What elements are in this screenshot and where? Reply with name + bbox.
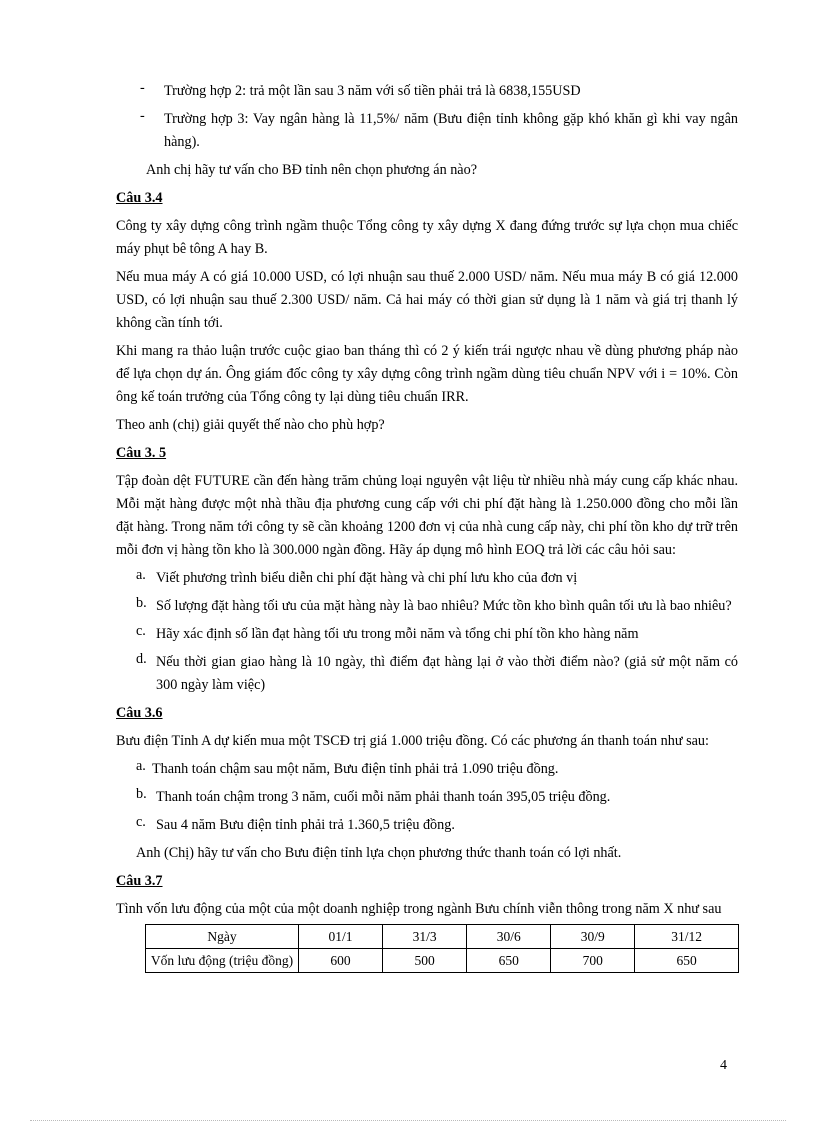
question-3-4-title: Câu 3.4 [116, 190, 163, 206]
item-label: c. [136, 623, 146, 639]
table-header-cell: 01/1 [299, 925, 383, 949]
q34-paragraph-4: Theo anh (chị) giải quyết thế nào cho phù hợp? [116, 417, 385, 433]
bullet-mark: - [140, 108, 145, 124]
table-header-cell: 31/12 [635, 925, 739, 949]
working-capital-table [145, 924, 739, 973]
bullet-mark: - [140, 80, 145, 96]
item-label: a. [136, 567, 146, 583]
item-text: Sau 4 năm Bưu điện tỉnh phải trả 1.360,5 triệu đồng. [156, 817, 455, 833]
q36-paragraph-2: Anh (Chị) hãy tư vấn cho Bưu điện tỉnh lựa chọn phương thức thanh toán có lợi nhất. [136, 845, 622, 861]
item-text: Số lượng đặt hàng tối ưu của mặt hàng này là bao nhiêu? Mức tồn kho bình quân tối ưu là bao nhiêu? [156, 598, 732, 614]
q34-paragraph-3: Khi mang ra thảo luận trước cuộc giao ban tháng thì có 2 ý kiến trái ngược nhau về dùng phương pháp nào để lựa chọn dự án. Ông giám đốc công ty xây dựng công trình ngầm dùng tiêu chuẩn NPV với i = 10%. Còn ông kế toán trưởng của Tổng công ty lại dùng tiêu chuẩn IRR. [116, 343, 738, 405]
q35-item-d [136, 651, 738, 697]
table-header-row [146, 925, 739, 949]
table-header-cell: Ngày [146, 925, 299, 949]
q36-item-a [136, 758, 738, 781]
document-page [116, 80, 738, 973]
table-header-cell: 30/6 [467, 925, 551, 949]
case-bullet-2 [140, 80, 738, 103]
question-3-6-title: Câu 3.6 [116, 705, 163, 721]
item-label: d. [136, 651, 147, 667]
item-label: c. [136, 814, 146, 830]
table-row-label: Vốn lưu động (triệu đồng) [146, 949, 299, 973]
q34-paragraph-2: Nếu mua máy A có giá 10.000 USD, có lợi nhuận sau thuế 2.000 USD/ năm. Nếu mua máy B có giá 12.000 USD, có lợi nhuận sau thuế 2.300 USD/ năm. Cả hai máy có thời gian sử dụng là 1 năm và giá trị thanh lý không cần tính tới. [116, 269, 738, 331]
table-cell: 700 [551, 949, 635, 973]
table-header-cell: 30/9 [551, 925, 635, 949]
table-cell: 650 [467, 949, 551, 973]
q35-item-a [136, 567, 738, 590]
page-number: 4 [720, 1058, 727, 1073]
q36-item-c [136, 814, 738, 837]
item-text: Thanh toán chậm trong 3 năm, cuối mỗi năm phải thanh toán 395,05 triệu đồng. [156, 789, 611, 805]
case-bullet-text: Trường hợp 2: trả một lần sau 3 năm với số tiền phải trả là 6838,155USD [164, 83, 581, 99]
item-text: Thanh toán chậm sau một năm, Bưu điện tỉnh phải trả 1.090 triệu đồng. [152, 761, 559, 777]
table-row [146, 949, 739, 973]
q36-item-b [136, 786, 738, 809]
q35-paragraph-1: Tập đoàn dệt FUTURE cần đến hàng trăm chủng loại nguyên vật liệu từ nhiều nhà máy cung cấp khác nhau. Mỗi mặt hàng được một nhà thầu địa phương cung cấp với chi phí đặt hàng là 1.250.000 đồng cho mỗi lần đặt hàng. Trong năm tới công ty sẽ cần khoảng 1200 đơn vị của nhà cung cấp này, chi phí tồn kho dự trữ trên mỗi đơn vị hàng tồn kho là 300.000 ngàn đồng. Hãy áp dụng mô hình EOQ trả lời các câu hỏi sau: [116, 473, 738, 558]
q37-paragraph-1: Tình vốn lưu động của một của một doanh nghiệp trong ngành Bưu chính viễn thông trong năm X như sau [116, 901, 722, 917]
item-text: Viết phương trình biểu diễn chi phí đặt hàng và chi phí lưu kho của đơn vị [156, 570, 578, 586]
q34-paragraph-1: Công ty xây dựng công trình ngầm thuộc Tổng công ty xây dựng X đang đứng trước sự lựa chọn mua chiếc máy phụt bê tông A hay B. [116, 218, 738, 257]
table-cell: 650 [635, 949, 739, 973]
question-3-7-title: Câu 3.7 [116, 873, 163, 889]
table-cell: 600 [299, 949, 383, 973]
q36-paragraph-1: Bưu điện Tỉnh A dự kiến mua một TSCĐ trị giá 1.000 triệu đồng. Có các phương án thanh toán như sau: [116, 733, 709, 749]
question-3-5-title: Câu 3. 5 [116, 445, 167, 461]
case-question: Anh chị hãy tư vấn cho BĐ tỉnh nên chọn phương án nào? [146, 162, 477, 178]
item-label: b. [136, 786, 147, 802]
table-cell: 500 [383, 949, 467, 973]
page-bottom-divider [30, 1120, 786, 1121]
item-label: b. [136, 595, 147, 611]
item-label: a. [136, 758, 146, 774]
case-bullet-text: Trường hợp 3: Vay ngân hàng là 11,5%/ năm (Bưu điện tỉnh không gặp khó khăn gì khi vay ngân hàng). [164, 111, 738, 150]
item-text: Hãy xác định số lần đạt hàng tối ưu trong mỗi năm và tổng chi phí tồn kho hàng năm [156, 626, 639, 642]
q35-item-c [136, 623, 738, 646]
table-header-cell: 31/3 [383, 925, 467, 949]
q35-item-b [136, 595, 738, 618]
item-text: Nếu thời gian giao hàng là 10 ngày, thì điểm đạt hàng lại ở vào thời điểm nào? (giả sử một năm có 300 ngày làm việc) [156, 654, 738, 693]
case-bullet-3 [140, 108, 738, 154]
